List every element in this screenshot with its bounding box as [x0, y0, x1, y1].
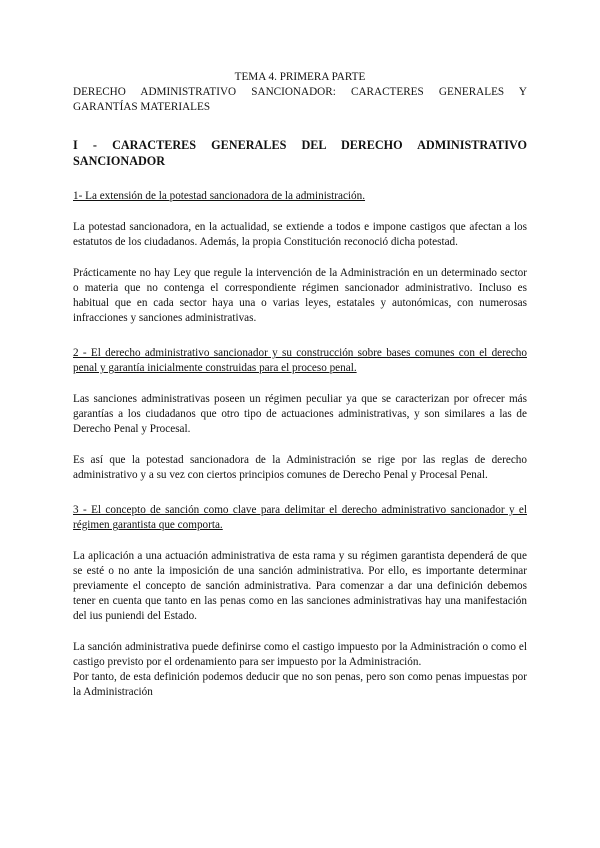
paragraph-1-1: La potestad sancionadora, en la actualidad, se extiende a todos e impone castigos que afectan a los estatutos de los ciudadanos. Además, la propia Constitución reconoció dicha potestad.: [73, 221, 527, 248]
section-heading-1: I - CARACTERES GENERALES DEL DERECHO ADMINISTRATIVO SANCIONADOR: [73, 138, 527, 168]
subheading-1: 1- La extensión de la potestad sancionadora de la administración.: [73, 190, 366, 202]
paragraph-2-2: Es así que la potestad sancionadora de la Administración se rige por las reglas de derecho administrativo y a su vez con ciertos principios comunes de Derecho Penal y Procesal Penal.: [73, 454, 527, 481]
paragraph-1-2: Prácticamente no hay Ley que regule la intervención de la Administración en un determinado sector o materia que no contenga el correspondiente régimen sancionador administrativo. Incluso es habitual que en cada sector haya una o varias leyes, estatales y autonómicas, con numerosas infracciones y sanciones administrativas.: [73, 267, 527, 324]
paragraph-3-2: La sanción administrativa puede definirse como el castigo impuesto por la Administración o como el castigo previsto por el ordenamiento para ser impuesto por la Administración.: [73, 641, 527, 668]
subheading-3: 3 - El concepto de sanción como clave para delimitar el derecho administrativo sancionador y el régimen garantista que comporta.: [73, 504, 527, 531]
paragraph-3-1: La aplicación a una actuación administrativa de esta rama y su régimen garantista dependerá de que se esté o no ante la imposición de una sanción administrativa. Por ello, es importante determinar previamente el concepto de sanción administrativa. Para comenzar a dar una definición debemos tener en cuenta que tanto en las penas como en las sanciones administrativas hay una manifestación del ius puniendi del Estado.: [73, 550, 527, 622]
document-title: TEMA 4. PRIMERA PARTE: [234, 71, 366, 83]
paragraph-2-1: Las sanciones administrativas poseen un régimen peculiar ya que se caracterizan por ofrecer más garantías a los ciudadanos que otro tipo de actuaciones administrativas, y son similares a las de Derecho Penal y Procesal.: [73, 393, 527, 435]
document-subtitle: DERECHO ADMINISTRATIVO SANCIONADOR: CARACTERES GENERALES Y GARANTÍAS MATERIALES: [73, 86, 527, 113]
paragraph-3-3: Por tanto, de esta definición podemos deducir que no son penas, pero son como penas impuestas por la Administración: [73, 671, 527, 698]
subheading-2: 2 - El derecho administrativo sancionador y su construcción sobre bases comunes con el derecho penal y garantía inicialmente construidas para el proceso penal.: [73, 347, 527, 374]
